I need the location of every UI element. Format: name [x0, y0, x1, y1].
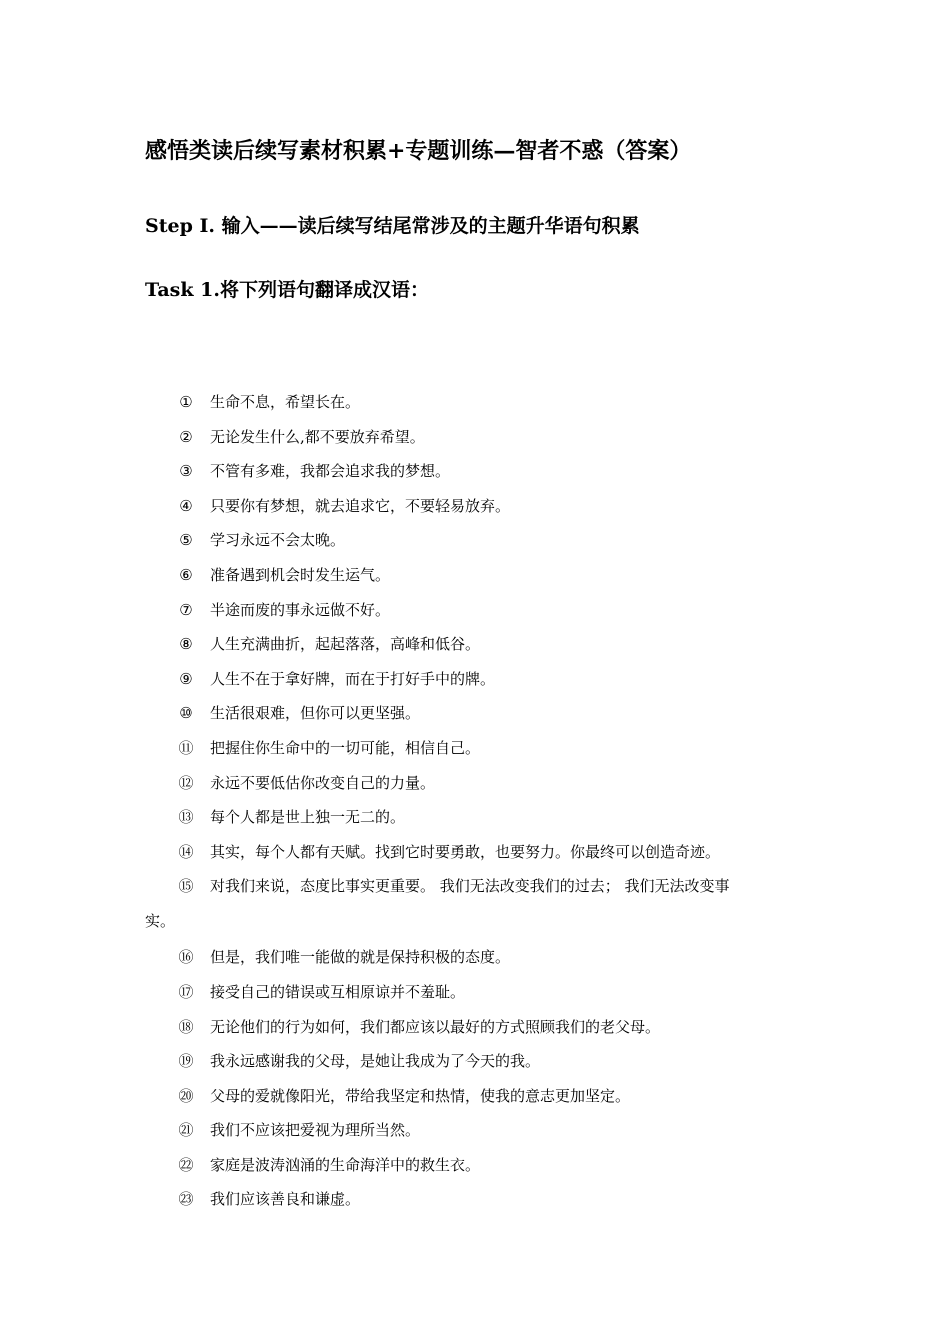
item-number: ⑱: [178, 1017, 194, 1036]
item-text: 其实，每个人都有天赋。找到它时要勇敢，也要努力。你最终可以创造奇迹。: [210, 842, 721, 861]
item-number: ⑰: [178, 982, 194, 1001]
list-item: [0, 1116, 950, 1151]
list-item: [0, 978, 950, 1013]
item-text: 人生不在于拿好牌，而在于打好手中的牌。: [210, 669, 496, 688]
item-text: 不管有多难，我都会追求我的梦想。: [210, 462, 451, 481]
item-number: ㉒: [178, 1155, 194, 1174]
item-text: 对我们来说，态度比事实更重要。 我们无法改变我们的过去； 我们无法改变事: [210, 877, 730, 896]
item-number: ⑪: [178, 738, 194, 757]
item-number: ㉓: [178, 1190, 194, 1209]
list-item: [0, 838, 950, 873]
item-number: ㉑: [178, 1121, 194, 1140]
step-heading: Step I. 输入——读后续写结尾常涉及的主题升华语句积累: [145, 215, 640, 237]
item-text: 我们不应该把爱视为理所当然。: [210, 1121, 421, 1140]
list-item: [0, 803, 950, 838]
item-number: ⑫: [178, 773, 194, 792]
list-item: [0, 596, 950, 631]
item-number: ⑥: [179, 565, 193, 584]
list-item: [0, 630, 950, 665]
item-text: 无论他们的行为如何，我们都应该以最好的方式照顾我们的老父母。: [210, 1017, 661, 1036]
list-item: [0, 665, 950, 700]
item-number: ⑬: [178, 808, 194, 827]
list-item: [0, 1185, 950, 1220]
item-number: ⑦: [179, 600, 193, 619]
item-text: 我永远感谢我的父母，是她让我成为了今天的我。: [210, 1052, 541, 1071]
item-text: 生活很艰难，但你可以更坚强。: [210, 704, 421, 723]
list-item: [0, 734, 950, 769]
item-number: ⑯: [178, 948, 194, 967]
item-number: ①: [179, 393, 193, 411]
item-text: 半途而废的事永远做不好。: [210, 600, 391, 619]
list-item: [0, 1151, 950, 1186]
item-text: 父母的爱就像阳光，带给我坚定和热情，使我的意志更加坚定。: [210, 1086, 631, 1105]
item-text-continuation: 实。: [145, 912, 176, 931]
item-text: 家庭是波涛汹涌的生命海洋中的救生衣。: [210, 1155, 481, 1174]
item-number: ④: [179, 496, 193, 515]
item-text: 只要你有梦想，就去追求它，不要轻易放弃。: [210, 496, 511, 515]
item-text: 但是，我们唯一能做的就是保持积极的态度。: [210, 948, 511, 967]
list-item: [0, 1013, 950, 1048]
sentence-list: [0, 388, 950, 1220]
list-item: [0, 1082, 950, 1117]
item-number: ⑨: [179, 669, 193, 688]
list-item: [0, 699, 950, 734]
item-number: ⑩: [179, 704, 193, 723]
item-text: 无论发生什么,都不要放弃希望。: [210, 427, 425, 446]
list-item: [0, 388, 950, 423]
list-item: [0, 769, 950, 804]
list-item: [0, 526, 950, 561]
item-text: 我们应该善良和谦虚。: [210, 1190, 361, 1209]
item-text: 学习永远不会太晚。: [210, 531, 346, 550]
item-number: ⑮: [178, 877, 194, 896]
list-item: [0, 457, 950, 492]
list-item: [0, 492, 950, 527]
item-text: 生命不息，希望长在。: [210, 393, 361, 411]
item-text: 把握住你生命中的一切可能，相信自己。: [210, 738, 481, 757]
item-number: ②: [179, 427, 193, 446]
item-text: 准备遇到机会时发生运气。: [210, 565, 391, 584]
item-number: ⑤: [179, 531, 193, 550]
item-text: 人生充满曲折，起起落落，高峰和低谷。: [210, 635, 481, 654]
item-number: ③: [179, 462, 193, 481]
item-number: ⑳: [178, 1086, 194, 1105]
list-item: [0, 561, 950, 596]
item-text: 每个人都是世上独一无二的。: [210, 808, 406, 827]
item-number: ⑲: [178, 1052, 194, 1071]
list-item: [0, 423, 950, 458]
list-item: [0, 872, 950, 943]
task-heading: Task 1.将下列语句翻译成汉语：: [145, 279, 429, 301]
item-number: ⑧: [179, 635, 193, 654]
item-text: 永远不要低估你改变自己的力量。: [210, 773, 436, 792]
item-text: 接受自己的错误或互相原谅并不羞耻。: [210, 982, 466, 1001]
list-item: [0, 1047, 950, 1082]
item-number: ⑭: [178, 842, 194, 861]
page-title: 感悟类读后续写素材积累+专题训练—智者不惑（答案）: [145, 138, 692, 164]
list-item: [0, 943, 950, 978]
